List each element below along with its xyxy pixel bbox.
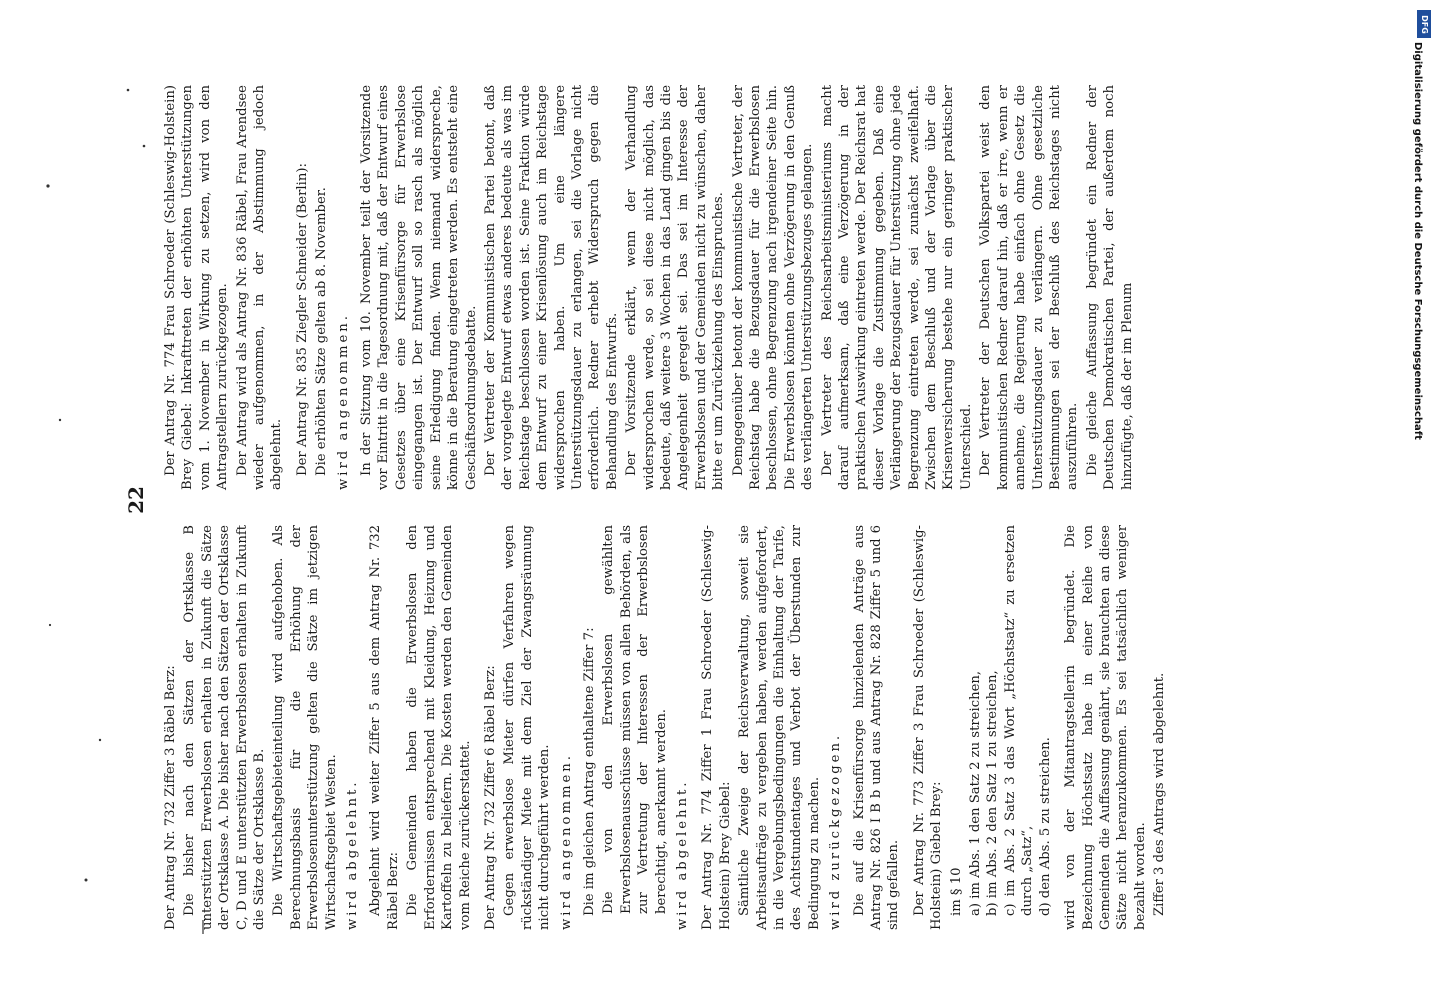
- left-paragraph: Die auf die Krisenfürsorge hinzielenden Anträge aus Antrag Nr. 826 I B b und aus Antrag Nr. 828 Ziffer 5 und 6 sind gefallen.: [851, 525, 902, 930]
- left-paragraph: wird zurückgezogen.: [828, 732, 844, 930]
- rotated-page-content: [110, 60, 1320, 940]
- right-paragraph: Demgegenüber betont der kommunistische Vertreter, der Reichstag habe die Bezugsdauer für die Erwerbslosen beschlossen, ohne Begrenzung nach irgendeiner Seite hin. Die Erwerbslosen könnten ohne Verzögerung in den Genuß des verlängerten Unterstützungsbezuges gelangen.: [730, 85, 816, 490]
- right-paragraph: Der Vorsitzende erklärt, wenn der Verhandlung widersprochen werde, so sei diese nicht möglich, das bedeute, daß weitere 3 Wochen in das Land gingen bis die Angelegenheit geregelt sei. Das sei im Interesse der Erwerbslosen und der Gemeinden nicht zu wünschen, daher bitte er um Zurückziehung des Einspruches.: [624, 85, 727, 490]
- left-paragraph: Die Gemeinden haben die Erwerbslosen den Erfordernissen entsprechend mit Kleidung, Heizung und Kartoffeln zu beliefern. Die Kosten werden den Gemeinden vom Reiche zurückerstattet.: [405, 525, 473, 930]
- left-paragraph: Gegen erwerbslose Mieter dürfen Verfahren wegen rückständiger Miete mit dem Ziel der Zwangsräumung nicht durchgeführt werden.: [502, 525, 553, 930]
- dfg-logo: DFG: [1417, 10, 1431, 38]
- left-paragraph: wird abgelehnt.: [674, 779, 690, 930]
- left-paragraph: Die Wirtschaftsgebieteinteilung wird aufgehoben. Als Berechnungsbasis für die Erhöhung der Erwerbslosenunterstützung gelten die Sätze im jetzigen Wirtschaftsgebiet Westen.: [271, 525, 339, 930]
- left-paragraph: d) den Abs. 5 zu streichen.: [1037, 737, 1053, 916]
- left-paragraph: Der Antrag Nr. 774 Ziffer 1 Frau Schroeder (Schleswig-Holstein) Brey Giebel:: [700, 525, 733, 930]
- right-paragraph: Der Antrag Nr. 835 Ziegler Schneider (Berlin):: [294, 163, 310, 476]
- left-paragraph: b) im Abs. 2 den Satz 1 zu streichen,: [985, 670, 1001, 916]
- left-paragraph: Sämtliche Zweige der Reichsverwaltung, soweit sie Arbeitsaufträge zu vergeben haben, werden aufgefordert, in die Vergebungsbedingungen die Einhaltung der Tarife, des Achtstundentages und Verbot der Überstunden zur Bedingung zu machen.: [737, 525, 822, 930]
- digitization-credit: Digitalisierung gefördert durch die Deutsche Forschungsgemeinschaft: [1412, 42, 1423, 440]
- left-paragraph: Die von den Erwerbslosen gewählten Erwerbslosenausschüsse müssen von allen Behörden, als zur Vertretung der Interessen der Erwerbslosen berechtigt, anerkannt werden.: [601, 525, 669, 914]
- left-paragraph: Der Antrag Nr. 732 Ziffer 6 Räbel Berz:: [482, 665, 498, 930]
- right-paragraph: Die erhöhten Sätze gelten ab 8. November.: [314, 187, 330, 476]
- left-paragraph: Der Antrag Nr. 732 Ziffer 3 Räbel Berz:: [163, 665, 178, 930]
- right-paragraph: Der Vertreter der Deutschen Volkspartei weist den kommunistischen Redner darauf hin, daß er irre, wenn er annehme, die Regierung habe einfach ohne Gesetz die Unterstützungsdauer zu verlängern. Ohne gesetzliche Bestimmungen sei der Beschluß des Reichstages nicht auszuführen.: [978, 85, 1081, 490]
- page-number: 22: [124, 486, 148, 514]
- left-paragraph: a) im Abs. 1 den Satz 2 zu streichen,: [968, 670, 984, 916]
- left-paragraph: Ziffer 3 des Antrags wird abgelehnt.: [1152, 672, 1168, 916]
- right-paragraph: Der Vertreter des Reichsarbeitsministeriums macht darauf aufmerksam, daß eine Verzögerung in der praktischen Auswirkung eintreten werde. Der Reichsrat hat dieser Vorlage die Zustimmung gegeben. Daß eine Verlängerung der Bezugsdauer für Unterstützung ohne jede Begrenzung eintreten werde, sei zunächst zweifelhaft. Zwischen dem Beschluß und der Vorlage über die Krisenversicherung bestehe nur ein geringer praktischer Unterschied.: [819, 85, 974, 490]
- left-paragraph: Die bisher nach den Sätzen der Ortsklasse B unterstützten Erwerbslosen erhalten in Zukunft die Sätze der Ortsklasse A. Die bisher nach den Sätzen der Ortsklasse C, D und E unterstützten Erwerbslosen erhalten in Zukunft die Sätze der Ortsklasse B.: [182, 525, 268, 930]
- left-paragraph: Die im gleichen Antrag enthaltene Ziffer 7:: [581, 627, 597, 916]
- left-paragraph: im § 10: [948, 867, 964, 916]
- right-paragraph: Der Antrag wird als Antrag Nr. 836 Räbel, Frau Arendsee wieder aufgenommen, in der Abstimmung jedoch abgelehnt.: [234, 85, 285, 490]
- left-paragraph: wird angenommen.: [558, 753, 574, 930]
- right-paragraph: wird angenommen.: [335, 313, 351, 490]
- right-paragraph: Die gleiche Auffassung begründet ein Redner der Deutschen Demokratischen Partei, der außerdem noch hinzufügte, daß der im Plenum: [1084, 85, 1135, 490]
- left-column: [162, 525, 1171, 930]
- left-paragraph: wird von der Mitantragstellerin begründet. Die Bezeichnung Höchstsatz habe in einer Reihe von Gemeinden die Auffassung genährt, sie brauchten an diese Sätze nicht heranzukommen. Es sei tatsächlich weniger bezahlt worden.: [1063, 525, 1148, 930]
- left-paragraph: Abgelehnt wird weiter Ziffer 5 aus dem Antrag Nr. 732 Räbel Berz:: [368, 525, 401, 930]
- left-paragraph: c) im Abs. 2 Satz 3 das Wort „Höchstsatz“ zu ersetzen durch „Satz“,: [1002, 525, 1036, 916]
- right-paragraph: Der Vertreter der Kommunistischen Partei betont, daß der vorgelegte Entwurf etwas anderes bedeute als was im Reichstage beschlossen worden ist. Seine Fraktion würde dem Entwurf zu einer Krisenlösung auch im Reichstage widersprochen haben. Um eine längere Unterstützungsdauer zu erlangen, sei die Vorlage nicht erforderlich. Redner erhebt Widerspruch gegen die Behandlung des Entwurfs.: [482, 85, 620, 490]
- right-column: [162, 85, 1138, 490]
- right-paragraph: In der Sitzung vom 10. November teilt der Vorsitzende vor Eintritt in die Tagesordnung mit, daß der Entwurf eines Gesetzes über eine Krisenfürsorge für Erwerbslose eingegangen ist. Der Entwurf soll so rasch als möglich seine Erledigung finden. Wenn niemand widerspreche, könne in die Beratung eingetreten werden. Es entsteht eine Geschäftsordnungsdebatte.: [359, 85, 479, 490]
- left-paragraph: wird abgelehnt.: [345, 779, 361, 930]
- right-paragraph: Der Antrag Nr. 774 Frau Schroeder (Schleswig-Holstein) Brey Giebel: Inkrafttreten der erhöhten Unterstützungen vom 1. November in Wirkung zu setzen, wird von den Antragstellern zurückgezogen.: [163, 85, 231, 490]
- left-paragraph: Der Antrag Nr. 773 Ziffer 3 Frau Schroeder (Schleswig-Holstein) Giebel Brey:: [911, 525, 945, 930]
